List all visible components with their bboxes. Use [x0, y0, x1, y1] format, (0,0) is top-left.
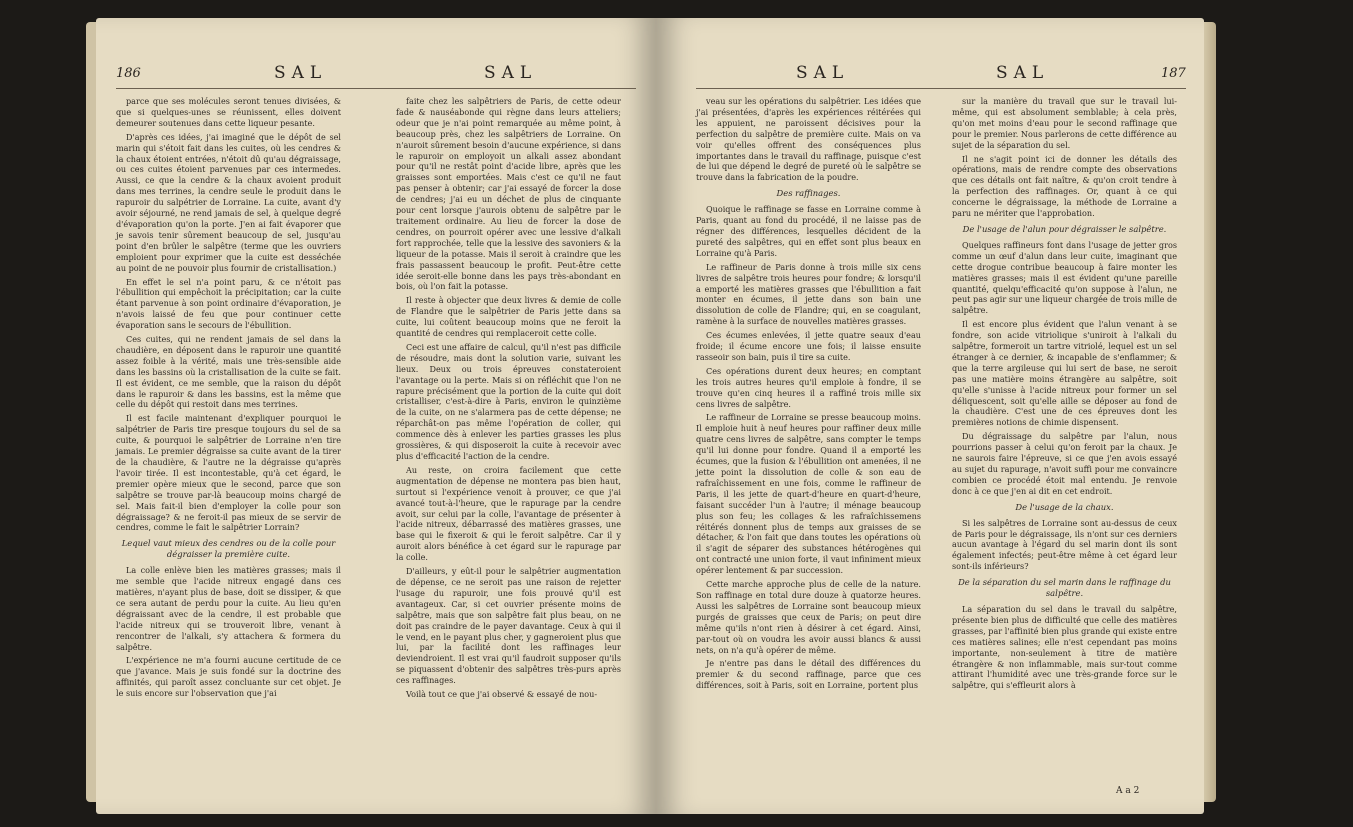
left-page-number: 186 — [116, 66, 141, 81]
right-column-2 — [952, 96, 1177, 694]
left-column-2 — [396, 96, 621, 703]
section-heading: De l'usage de l'alun pour dégraisser le salpêtre. — [962, 223, 1167, 234]
paragraph: Ces opérations durent deux heures; en comptant les trois autres heures qu'il emploie à fondre, il se trouve qu'en cinq heures il a raffiné trois mille six cens livres de salpêtre. — [696, 365, 921, 409]
signature-mark: A a 2 — [1116, 786, 1140, 796]
left-header-left: SAL — [274, 63, 328, 83]
left-header-right: SAL — [484, 63, 538, 83]
right-header-right: SAL — [996, 63, 1050, 83]
paragraph: Du dégraissage du salpêtre par l'alun, nous pourrions passer à celui qu'on feroit par la chaux. Je ne saurois faire l'épreuve, si ce que j'en avois essayé au sujet du rapurage, n'avoit suffi pour me convaincre combien ce procédé étoit mal entendu. Je renvoie donc à ce que j'en ai dit en cet endroit. — [952, 431, 1177, 496]
book-edge-right — [1202, 22, 1216, 802]
paragraph: parce que ses molécules seront tenues divisées, & que si quelques-unes se réunissent, elles doivent demeurer soutenues dans cette liqueur pesante. — [116, 96, 341, 128]
right-header-rule — [696, 88, 1186, 89]
paragraph: Quoique le raffinage se fasse en Lorraine comme à Paris, quant au fond du procédé, il ne laisse pas de régner des différences, lesquelles décident de la pureté des salpêtres, qui en effet sont plus beaux en Lorraine qu'à Paris. — [696, 204, 921, 258]
section-heading: Des raffinages. — [776, 188, 841, 199]
section-heading: De la séparation du sel marin dans le raffinage du salpêtre. — [958, 577, 1171, 599]
paragraph: Il reste à objecter que deux livres & demie de colle de Flandre que le salpêtrier de Paris jette dans sa cuite, lui coûtent beaucoup moins que ne feroit la quantité de cendres qui remplaceroit cette colle. — [396, 295, 621, 339]
paragraph: Cette marche approche plus de celle de la nature. Son raffinage en total dure douze à quatorze heures. Aussi les salpêtres de Lorraine sont beaucoup mieux purgés de graisses que ceux de Paris; on peut dire même qu'ils n'ont rien à désirer à cet égard. Ainsi, par-tout où on voudra les avoir aussi blancs & aussi nets, on n'a qu'à opérer de même. — [696, 579, 921, 655]
section-heading: Lequel vaut mieux des cendres ou de la colle pour dégraisser la première cuite. — [121, 538, 336, 560]
paragraph: Quelques raffineurs font dans l'usage de jetter gros comme un œuf d'alun dans leur cuite, imaginant que cette drogue contribue beaucoup à faire monter les matières grasses; mais il est évident qu'une pareille quantité, quelqu'efficacité qu'on suppose à l'alun, ne peut pas agir sur une liqueur chargée de trois mille de salpêtre. — [952, 239, 1177, 316]
right-page-number: 187 — [1161, 66, 1186, 81]
paragraph: La séparation du sel dans le travail du salpêtre, présente bien plus de difficulté que celle des matières grasses, par l'affinité bien plus grande qui existe entre ces matières salines; elle n'est cependant pas moins importante, non-seulement à titre de matière étrangère & non inflammable, mais sur-tout comme attirant l'humidité avec une très-grande force sur le salpêtre, qui s'effleurit alors à — [952, 603, 1177, 691]
right-page — [656, 18, 1204, 814]
paragraph: La colle enlève bien les matières grasses; mais il me semble que l'acide nitreux engagé dans ces matières, n'ayant plus de base, doit se dissiper, & que ce sera autant de perdu pour la cuite. Au lieu qu'en dégraissant avec de la cendre, il est probable que l'acide nitreux qui se trouveroit libre, venant à rencontrer de l'alkali, s'y attachera & formera du salpêtre. — [116, 565, 341, 652]
paragraph: Ces écumes enlevées, il jette quatre seaux d'eau froide; il écume encore une fois; il laisse ensuite rasseoir son bain, puis il tire sa cuite. — [696, 330, 921, 362]
paragraph: Ces cuites, qui ne rendent jamais de sel dans la chaudière, en déposent dans le rapuroir une quantité assez foible à la vérité, mais une très-sensible aide dans les bassins où la cristallisation de la cuite se fait. Il est évident, ce me semble, que la raison du dépôt dans le rapuroir & dans les bassins, est la même que celle du dépôt qui restoit dans mes terrines. — [116, 334, 341, 410]
paragraph: veau sur les opérations du salpêtrier. Les idées que j'ai présentées, d'après les expériences réitérées qui les appuient, ne paroissent décisives pour la perfection du salpêtre de première cuite. Mais on va voir qu'elles offrent des conséquences plus importantes dans le travail du raffinage, puisque c'est de lui que dépend le degré de pureté où le salpêtre se trouve dans la fabrication de la poudre. — [696, 96, 921, 183]
paragraph: Au reste, on croira facilement que cette augmentation de dépense ne montera pas bien haut, surtout si l'expérience venoit à prouver, ce que j'ai avancé tout-à-l'heure, que le rapurage par la cendre avoit, sur celui par la colle, l'avantage de présenter à l'acide nitreux, débarrassé des matières grasses, une base qui le fixeroit & qui le feroit salpêtre. Car il y auroit alors bénéfice à cet égard sur le rapurage par la colle. — [396, 464, 621, 563]
paragraph: Il est encore plus évident que l'alun venant à se fondre, son acide vitriolique s'uniroit à l'alkali du salpêtre, formeroit un tartre vitriolé, lequel est un sel étranger à ce dernier, & incapable de s'enflammer; & que la terre argileuse qui lui sert de base, ne seroit pas une matière moins étrangère au salpêtre, soit qu'elle s'unisse à l'acide nitreux pour former un sel déliquescent, soit qu'elle aille se déposer au fond de la chaudière. C'est une de ces épreuves dont les premières notions de chimie dispensent. — [952, 319, 1177, 428]
paragraph: Je n'entre pas dans le détail des différences du premier & du second raffinage, parce que ces différences, soit à Paris, soit en Lorraine, portent plus — [696, 658, 921, 691]
paragraph: Ceci est une affaire de calcul, qu'il n'est pas difficile de résoudre, mais dont la solution varie, suivant les lieux. Deux ou trois épreuves constateroient l'avantage ou la perte. Mais si on réfléchit que l'on ne rapure précisément que la portion de la cuite qui doit cristalliser, c'est-à-dire à Paris, environ le quinzième de la cuite, on ne s'alarmera pas de cette dépense; ne réparchât-on pas même l'opération de coller, qui commence dès à enlever les parties grasses les plus grossières, & qui disposeroit la cuite à recevoir avec plus d'efficacité l'action de la cendre. — [396, 341, 621, 461]
paragraph: Il est facile maintenant d'expliquer pourquoi le salpétrier de Paris tire presque toujours du sel de sa cuite, & pourquoi le salpêtrier de Lorraine n'en tire jamais. Le premier dégraisse sa cuite avant de la tirer de la chaudière, & l'autre ne la dégraisse qu'après l'avoir tirée. Il est incontestable, qu'à cet égard, le premier opère mieux que le second, parce que son salpêtre se trouve par-là beaucoup moins chargé de sel. Mais fait-il bien d'employer la colle pour son dégraissage? & ne feroit-il pas mieux de se servir de cendres, comme le fait le salpêtrier Lorrain? — [116, 413, 341, 533]
paragraph: faite chez les salpêtriers de Paris, de cette odeur fade & nauséabonde qui règne dans leurs atteliers; odeur que je n'ai point remarquée au même point, à beaucoup près, chez les salpêtriers de Lorraine. On n'auroit sûrement besoin d'aucune expérience, si dans le rapuroir on employoit un alkali assez abondant pour qu'il ne restât point d'acide libre, après que les graisses sont emportées. Mais c'est ce qu'il ne faut pas penser à obtenir; car j'ai essayé de forcer la dose de cendres; j'ai eu un déchet de plus de cinquante pour cent lorsque j'aurois obtenu de salpêtre par le traitement ordinaire. Au lieu de forcer la dose de cendres, on pourroit opérer avec une lessive d'alkali fort rapprochée, telle que la lessive des savoniers & la liqueur de la potasse. Mais il seroit à craindre que les frais passassent beaucoup le profit. Peut-être cette idée seroit-elle bonne dans les pays très-abondant en bois, où l'on fait la potasse. — [396, 96, 621, 292]
paragraph: Il ne s'agit point ici de donner les détails des opérations, mais de rendre compte des observations que ces détails ont fait naître, & qu'on croit tendre à la perfection des raffinages. Or, quant à ce qui concerne le dégraissage, la méthode de Lorraine a paru ne mériter que l'approbation. — [952, 153, 1177, 219]
open-book — [96, 18, 1204, 814]
paragraph: Le raffineur de Paris donne à trois mille six cens livres de salpêtre trois heures pour fondre; & lorsqu'il a emporté les matières grasses que l'ébullition a fait monter en écumes, il jette dans son bain une dissolution de colle de Flandre; qui, en se coagulant, ramène à la surface de nouvelles matières grasses. — [696, 261, 921, 327]
paragraph: L'expérience ne m'a fourni aucune certitude de ce que j'avance. Mais je suis fondé sur la doctrine des affinités, qui paroît assez concluante sur cet objet. Je le suis encore sur l'observation que j'ai — [116, 655, 341, 699]
paragraph: D'ailleurs, y eût-il pour le salpêtrier augmentation de dépense, ce ne seroit pas une raison de rejetter l'usage du rapuroir, une fois prouvé qu'il est avantageux. Car, si cet ouvrier présente moins de salpêtre, mais que son salpêtre fait plus beau, on ne doit pas craindre de le payer davantage. Ceux à qui il le vend, en le payant plus cher, y gagneroient plus que lui, par la facilité dont les raffinages leur deviendroient. Il est vrai qu'il faudroit supposer qu'ils se piquassent d'obtenir des salpêtres très-purs après ces raffinages. — [396, 566, 621, 686]
left-header-rule — [116, 88, 636, 89]
paragraph: En effet le sel n'a point paru, & ce n'étoit pas l'ébullition qui empêchoit la précipitation; car la cuite étant parvenue à son point ordinaire d'évaporation, je n'avois laissé de feu que pour continuer cette évaporation sans le secours de l'ébullition. — [116, 276, 341, 331]
right-column-1 — [696, 96, 921, 694]
section-heading: De l'usage de la chaux. — [1015, 501, 1114, 512]
left-page — [96, 18, 656, 814]
right-header-left: SAL — [796, 63, 850, 83]
paragraph: D'après ces idées, j'ai imaginé que le dépôt de sel marin qui s'étoit fait dans les cuites, où les cendres & la chaux étoient entrées, n'étoit dû qu'au dégraissage, ou ces cuites étoient parvenues par ces intermedes. Aussi, ce que la cendre & la chaux avoient produit dans mes terrines, la cendre seule le produit dans le rapuroir du salpétrier de Lorraine. La cuite, avant d'y avoir séjourné, ne rend jamais de sel, à quelque degré d'évaporation qu'on la porte. J'en ai fait évaporer que je savois tenir sûrement beaucoup de sel, jusqu'au point d'en brûler le salpêtre (terme que les ouvriers emploient pour exprimer que la cuite est desséchée au point de ne pouvoir plus fournir de cristallisation.) — [116, 131, 341, 273]
left-column-1 — [116, 96, 341, 702]
paragraph: Voilà tout ce que j'ai observé & essayé de nou- — [406, 689, 598, 700]
paragraph: Le raffineur de Lorraine se presse beaucoup moins. Il emploie huit à neuf heures pour raffiner deux mille quatre cens livres de salpêtre, sans compter le temps qu'il lui donne pour fondre. Quand il a emporté les écumes, que la fusion & l'ébullition ont amenées, il ne jette point la dissolution de colle & son eau de rafraîchissement en une fois, comme le raffineur de Paris, il les jette de quart-d'heure en quart-d'heure, faisant succéder l'un à l'autre; il ménage beaucoup plus son feu; les collages & les rafraîchissemens réitérés donnent plus de temps aux graisses de se détacher, & l'on fait que dans toutes les opérations où il s'agit de séparer des substances hétérogènes qui ont contracté une union forte, il vaut infiniment mieux opérer lentement & par succession. — [696, 412, 921, 576]
paragraph: Si les salpêtres de Lorraine sont au-dessus de ceux de Paris pour le dégraissage, ils n'ont sur ces derniers aucun avantage à l'égard du sel marin dont ils sont également infectés; peut-être même à cet égard leur sont-ils inférieurs? — [952, 517, 1177, 572]
paragraph: sur la manière du travail que sur le travail lui-même, qui est absolument semblable; à cela près, qu'on met moins d'eau pour le second raffinage que pour le premier. Nous parlerons de cette différence au sujet de la séparation du sel. — [952, 96, 1177, 150]
